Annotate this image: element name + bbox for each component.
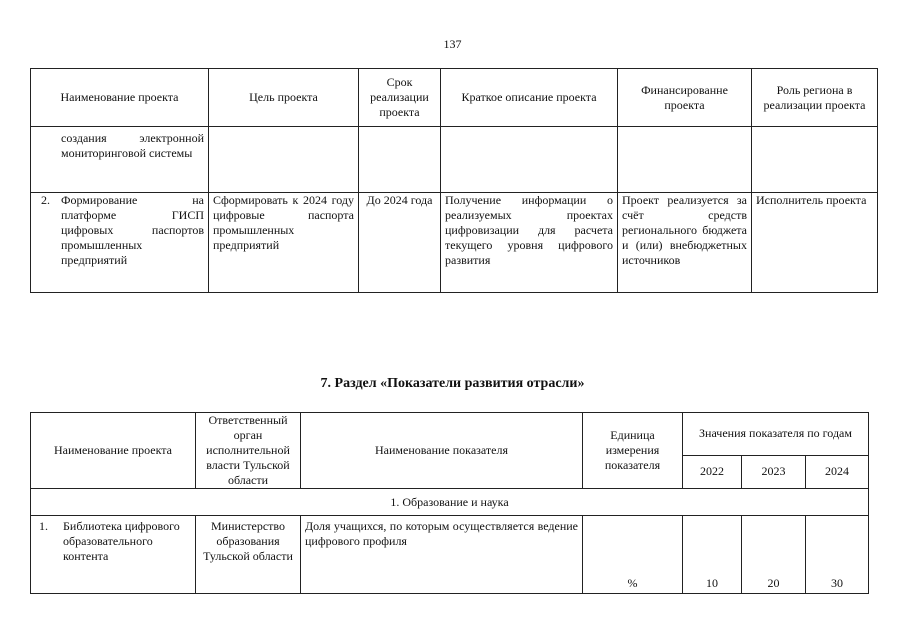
value-2022: 10 bbox=[683, 516, 742, 594]
project-name-continuation: создания электронной мониторинговой системы bbox=[61, 131, 204, 160]
indicator-name: Доля учащихся, по которым осуществляется ведение цифрового профиля bbox=[301, 516, 583, 594]
project-name: Библиотека цифрового образовательного контента bbox=[63, 519, 180, 563]
project-name-cell bbox=[31, 127, 209, 193]
indicators-table bbox=[30, 412, 869, 594]
unit: % bbox=[583, 516, 683, 594]
header-indicator-name: Наименование показателя bbox=[301, 413, 583, 489]
header-project-term: Срок реализации проекта bbox=[359, 69, 441, 127]
group-row bbox=[31, 489, 869, 516]
project-term: До 2024 года bbox=[359, 193, 441, 293]
header-project-description: Краткое описание проекта bbox=[441, 69, 618, 127]
page-number: 137 bbox=[443, 37, 462, 51]
header-values-by-year: Значения показателя по годам bbox=[683, 413, 869, 456]
row-number: 1. bbox=[39, 519, 48, 533]
empty-cell bbox=[752, 127, 878, 193]
project-goal: Сформировать к 2024 году цифровые паспорта промышленных предприятий bbox=[209, 193, 359, 293]
empty-cell bbox=[618, 127, 752, 193]
table-row bbox=[31, 193, 878, 293]
project-name-cell bbox=[31, 516, 196, 594]
project-name: Формирование на платформе ГИСП цифровых паспортов промышленных предприятий bbox=[61, 193, 204, 267]
header-unit: Единица измерения показателя bbox=[583, 413, 683, 489]
row-number: 2. bbox=[41, 193, 50, 207]
header-project-goal: Цель проекта bbox=[209, 69, 359, 127]
empty-cell bbox=[441, 127, 618, 193]
empty-cell bbox=[359, 127, 441, 193]
table-row bbox=[31, 127, 878, 193]
section-title: 7. Раздел «Показатели развития отрасли» bbox=[320, 376, 585, 391]
header-project-name: Наименование проекта bbox=[31, 413, 196, 489]
empty-cell bbox=[209, 127, 359, 193]
header-region-role: Роль региона в реализации проекта bbox=[752, 69, 878, 127]
projects-table bbox=[30, 68, 878, 293]
header-year-2023: 2023 bbox=[742, 455, 806, 488]
project-financing: Проект реализуется за счёт средств регионального бюджета и (или) внебюджетных источников bbox=[618, 193, 752, 293]
value-2023: 20 bbox=[742, 516, 806, 594]
header-project-financing: Финансированне проекта bbox=[618, 69, 752, 127]
header-responsible-authority: Ответственный орган исполнительной власти Тульской области bbox=[196, 413, 301, 489]
table-row bbox=[31, 516, 869, 594]
projects-table-header bbox=[31, 69, 878, 127]
header-year-2024: 2024 bbox=[806, 455, 869, 488]
header-project-name: Наименование проекта bbox=[31, 69, 209, 127]
responsible-authority: Министерство образования Тульской области bbox=[196, 516, 301, 594]
value-2024: 30 bbox=[806, 516, 869, 594]
project-description: Получение информации о реализуемых проектах цифровизации для расчета текущего уровня цифрового развития bbox=[441, 193, 618, 293]
header-year-2022: 2022 bbox=[683, 455, 742, 488]
group-title: 1. Образование и наука bbox=[31, 489, 869, 516]
indicators-table-header bbox=[31, 413, 869, 456]
region-role: Исполнитель проекта bbox=[752, 193, 878, 293]
project-name-cell bbox=[31, 193, 209, 293]
